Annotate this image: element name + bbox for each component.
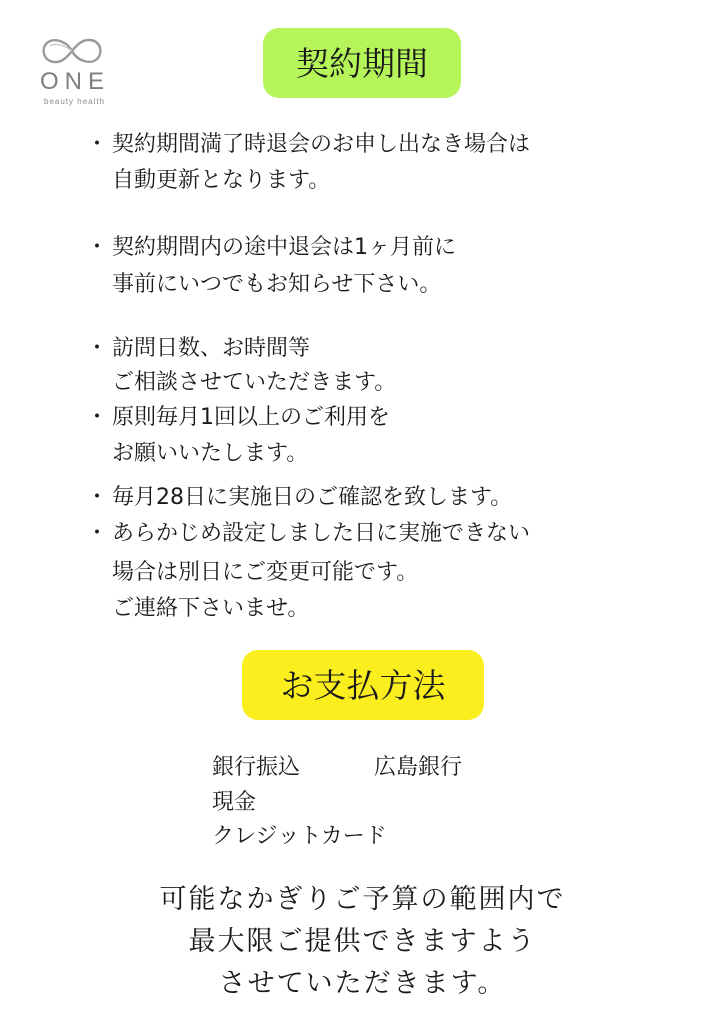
term-line: ご連絡下さいませ。 [112, 596, 310, 621]
bank-name: 広島銀行 [374, 755, 463, 780]
term-line: ・ 毎月28日に実施日のご確認を致します。 [86, 485, 513, 510]
term-line: 自動更新となります。 [112, 168, 331, 193]
bullet: ・ [86, 485, 109, 510]
payment-method-credit-card [212, 826, 387, 848]
term-line: ・ 契約期間内の途中退会は1ヶ月前に [86, 235, 456, 260]
term-line: ・ あらかじめ設定しました日に実施できない [86, 521, 531, 546]
logo-tagline: beauty health [44, 97, 106, 106]
bullet: ・ [86, 235, 109, 260]
term-line: 場合は別日にご変更可能です。 [112, 560, 419, 585]
term-line: ・ 原則毎月1回以上のご利用を [86, 405, 390, 430]
bullet: ・ [86, 132, 109, 157]
payment-method-label: クレジットカード [212, 824, 387, 849]
closing-line: させていただきます。 [218, 968, 507, 999]
payment-method-label: 現金 [212, 790, 257, 815]
term-line: 事前にいつでもお知らせ下さい。 [112, 272, 442, 297]
payment-method-label: 銀行振込 [212, 755, 301, 780]
bullet: ・ [86, 405, 109, 430]
term-line: ご相談させていただきます。 [112, 370, 397, 395]
payment-method-bank [212, 757, 462, 779]
closing-line: 最大限ご提供できますよう [188, 926, 537, 957]
closing-line: 可能なかぎりご予算の範囲内で [159, 884, 566, 915]
payment-method-cash [212, 792, 256, 814]
bullet: ・ [86, 521, 109, 546]
term-line: ・ 契約期間満了時退会のお申し出なき場合は [86, 132, 531, 157]
contract-period-heading: 契約期間 [263, 28, 461, 98]
brand-logo [36, 34, 110, 110]
logo-name: ONE [40, 68, 111, 95]
payment-method-heading: お支払方法 [242, 650, 484, 720]
bullet: ・ [86, 336, 109, 361]
term-line: ・ 訪問日数、お時間等 [86, 336, 311, 361]
infinity-icon [40, 34, 104, 68]
term-line: お願いいたします。 [112, 441, 309, 466]
